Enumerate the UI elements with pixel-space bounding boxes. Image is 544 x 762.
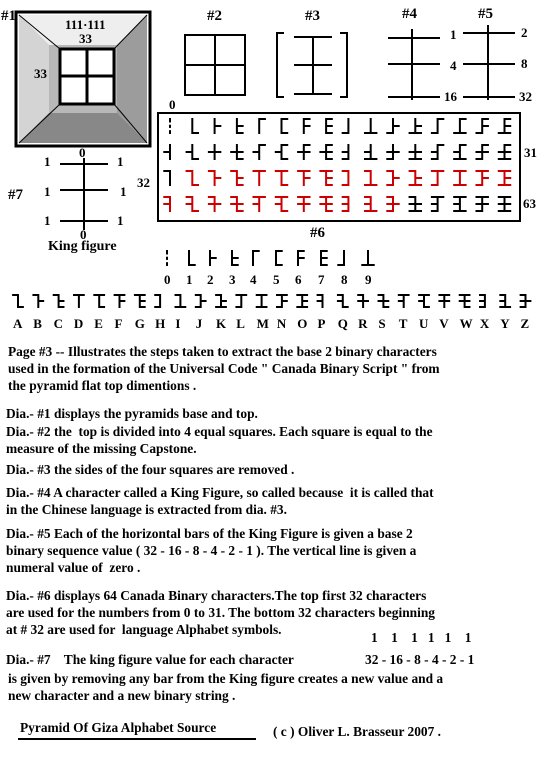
king-figure-label: King figure <box>48 239 117 254</box>
binary-glyph <box>357 294 369 308</box>
grid-index-0: 0 <box>169 97 176 112</box>
alphabet-letter: V <box>439 316 449 331</box>
binary-glyph <box>252 196 265 212</box>
binary-glyph <box>453 170 466 186</box>
binary-glyph <box>297 196 310 212</box>
grid-row-63: 63 <box>523 196 536 211</box>
dia6-paragraph: Dia.- #6 displays 64 Canada Binary characters.The top first 32 characters are used for the numbers from 0 to 31. The bottom 32 characters beginning at # 32 are used for language Alphabet symbols. <box>6 588 435 637</box>
binary-glyph <box>186 144 199 160</box>
digit-label: 7 <box>318 272 325 287</box>
binary-glyph <box>386 170 399 186</box>
alphabet-letter: F <box>114 316 123 331</box>
d4-value-4: 4 <box>450 58 457 73</box>
binary-glyph <box>230 144 243 160</box>
d7-left-3: 1 <box>44 213 51 228</box>
binary-glyph <box>32 294 44 308</box>
binary-glyph <box>154 294 160 308</box>
binary-glyph <box>297 170 310 186</box>
binary-glyph <box>134 294 146 308</box>
d4-value-1: 1 <box>450 27 457 42</box>
alphabet-letter: H <box>155 316 166 331</box>
d4-value-16: 16 <box>444 89 457 104</box>
binary-glyph <box>475 118 488 134</box>
binary-glyph <box>342 196 349 212</box>
binary-glyph <box>230 196 243 212</box>
pyramid-top-measure: 33 <box>79 31 92 46</box>
binary-glyph <box>73 294 85 308</box>
binary-glyph <box>431 196 444 212</box>
binary-glyph <box>192 118 199 134</box>
binary-glyph <box>520 294 532 308</box>
d7-right-1: 1 <box>117 154 124 169</box>
binary-glyph <box>12 294 24 308</box>
binary-glyph <box>275 196 288 212</box>
binary-glyph <box>93 294 105 308</box>
binary-glyph <box>275 170 288 186</box>
binary-glyph <box>304 118 311 134</box>
alphabet-letter: M <box>256 316 269 331</box>
alphabet-letter: T <box>398 316 408 331</box>
alphabet-letter: L <box>236 316 245 331</box>
digit-label: 3 <box>229 272 236 287</box>
dia4-paragraph: Dia.- #4 A character called a King Figure, so called because it is called that in the Chinese language is extracted from dia. #3. <box>6 485 434 517</box>
dia5-paragraph: Dia.- #5 Each of the horizontal bars of the King Figure is given a base 2 binary sequence value ( 32 - 16 - 8 - 4 - 2 - 1 ). The vertical line is given a numeral value of zero . <box>6 526 417 575</box>
binary-glyph <box>409 144 422 160</box>
binary-glyph <box>253 250 260 266</box>
alphabet-letter: X <box>479 316 490 331</box>
binary-glyph <box>252 170 265 186</box>
alphabet-letter: W <box>459 316 473 331</box>
binary-glyph <box>186 170 199 186</box>
diagram-1-label: #1 <box>1 8 16 24</box>
diagram-7-label: #7 <box>8 187 23 203</box>
alphabet-letter: Z <box>520 316 530 331</box>
binary-grid <box>163 118 511 212</box>
alphabet-letter: J <box>195 316 203 331</box>
binary-glyph <box>210 250 217 266</box>
binary-glyph <box>256 294 268 308</box>
binary-glyph <box>276 250 283 266</box>
binary-glyph <box>475 144 488 160</box>
diagram-3-label: #3 <box>305 8 320 24</box>
dia7-paragraph: Dia.- #7 The king figure value for each character <box>6 652 294 667</box>
binary-glyph <box>342 118 349 134</box>
dia1-paragraph: Dia.- #1 displays the pyramids base and top. <box>6 406 258 421</box>
binary-glyph <box>364 144 377 160</box>
binary-glyph <box>317 294 323 308</box>
grid-row-32: 32 <box>137 175 150 190</box>
digit-label: 9 <box>365 272 372 287</box>
binary-glyph <box>175 294 187 308</box>
four-squares-diagram <box>185 35 245 95</box>
binary-glyph <box>498 196 511 212</box>
binary-glyph <box>431 144 444 160</box>
binary-glyph <box>386 196 399 212</box>
pyramid-side-measure: 33 <box>34 66 47 81</box>
alphabet-letter: S <box>378 316 386 331</box>
binary-glyph <box>237 118 244 134</box>
binary-glyph <box>409 170 422 186</box>
alphabet-letter: Y <box>500 316 510 331</box>
digit-label: 8 <box>341 272 348 287</box>
footer-copyright: ( c ) Oliver L. Brasseur 2007 . <box>273 724 441 739</box>
binary-glyph <box>479 294 485 308</box>
binary-glyph <box>364 118 377 134</box>
sides-removed-diagram <box>277 33 347 97</box>
binary-glyph <box>296 294 308 308</box>
alphabet-letter: I <box>175 316 181 331</box>
diagram-2-label: #2 <box>207 8 222 24</box>
binary-glyph <box>498 170 511 186</box>
binary-glyph <box>252 144 265 160</box>
d7-right-2: 1 <box>120 184 127 199</box>
dia2-paragraph: Dia.- #2 the top is divided into 4 equal squares. Each square is equal to the measure of the missing Capstone. <box>6 424 433 456</box>
dia7-continued-paragraph: is given by removing any bar from the King figure creates a new value and a new character and a new binary string . <box>8 671 444 703</box>
binary-glyph <box>438 294 450 308</box>
ones-row: 1 1 1 1 1 1 <box>371 630 472 645</box>
binary-glyph <box>453 144 466 160</box>
digit-label: 1 <box>186 272 193 287</box>
digit-label: 4 <box>250 272 257 287</box>
alphabet-letter: C <box>53 316 63 331</box>
binary-glyph <box>259 118 266 134</box>
footer-underline <box>18 738 256 740</box>
binary-glyph <box>386 118 399 134</box>
binary-glyph <box>453 118 466 134</box>
alphabet-letter: Q <box>337 316 348 331</box>
binary-glyph <box>114 294 126 308</box>
binary-glyph <box>342 144 349 160</box>
diagram-4-label: #4 <box>402 6 417 22</box>
footer-source: Pyramid Of Giza Alphabet Source <box>20 720 217 735</box>
binary-glyph <box>189 250 196 266</box>
alphabet-letter: U <box>419 316 429 331</box>
diagram-6-label: #6 <box>310 225 325 241</box>
digit-glyph-row <box>167 250 375 266</box>
diagram-5-label: #5 <box>478 6 493 22</box>
digit-label: 5 <box>273 272 280 287</box>
binary-glyph <box>342 170 349 186</box>
digit-label: 0 <box>164 272 171 287</box>
binary-glyph <box>319 170 332 186</box>
binary-glyph <box>282 118 289 134</box>
binary-glyph <box>337 294 349 308</box>
alphabet-letter: K <box>216 316 227 331</box>
binary-glyph <box>409 118 422 134</box>
binary-glyph <box>498 144 511 160</box>
binary-glyph <box>195 294 207 308</box>
d7-bottom-zero: 0 <box>80 227 87 242</box>
d7-left-2: 1 <box>44 184 51 199</box>
binary-glyph <box>364 170 377 186</box>
binary-glyph <box>230 170 243 186</box>
d7-left-1: 1 <box>44 154 51 169</box>
value-sequence: 32 - 16 - 8 - 4 - 2 - 1 <box>365 652 475 667</box>
binary-glyph <box>53 294 65 308</box>
binary-glyph <box>208 170 221 186</box>
binary-glyph <box>319 196 332 212</box>
d5-value-2: 2 <box>521 25 528 40</box>
binary-glyph <box>208 144 221 160</box>
king-figure-values-diagram <box>60 158 108 230</box>
binary-glyph <box>297 144 310 160</box>
king-figure-diagram <box>388 29 440 100</box>
alphabet-letter: R <box>358 316 368 331</box>
binary-glyph <box>298 250 305 266</box>
binary-glyph <box>321 250 328 266</box>
alphabet-letter: D <box>73 316 84 331</box>
binary-glyph <box>453 196 466 212</box>
binary-glyph <box>276 294 288 308</box>
d7-right-3: 1 <box>117 213 124 228</box>
binary-glyph <box>163 196 170 212</box>
binary-glyph <box>186 196 199 212</box>
binary-glyph <box>386 144 399 160</box>
binary-glyph <box>215 294 227 308</box>
dia3-paragraph: Dia.- #3 the sides of the four squares are removed . <box>6 462 295 477</box>
intro-paragraph: Page #3 -- Illustrates the steps taken to extract the base 2 binary characters used in the formation of the Universal Code " Canada Binary Script " from the pyramid flat top dimentions . <box>8 344 440 393</box>
binary-values-diagram <box>463 25 515 100</box>
alphabet-letter: B <box>33 316 42 331</box>
binary-glyph <box>475 170 488 186</box>
binary-glyph <box>232 250 239 266</box>
grid-row-31: 31 <box>524 145 537 160</box>
binary-glyph <box>163 170 170 186</box>
binary-glyph <box>361 250 374 266</box>
binary-glyph <box>235 294 247 308</box>
pyramid-top-label: 111·111 <box>65 17 106 32</box>
binary-glyph <box>498 118 511 134</box>
digit-label: 6 <box>295 272 302 287</box>
binary-glyph <box>319 144 332 160</box>
alphabet-glyph-row <box>12 294 531 308</box>
binary-glyph <box>398 294 410 308</box>
binary-glyph <box>337 250 344 266</box>
binary-glyph <box>475 196 488 212</box>
alphabet-letter: N <box>276 316 287 331</box>
binary-glyph <box>163 144 170 160</box>
binary-glyph <box>431 170 444 186</box>
d5-value-32: 32 <box>519 89 532 104</box>
d5-value-8: 8 <box>521 56 528 71</box>
alphabet-letter: O <box>297 316 308 331</box>
binary-glyph <box>326 118 333 134</box>
binary-glyph <box>275 144 288 160</box>
alphabet-letter: P <box>317 316 326 331</box>
binary-glyph <box>459 294 471 308</box>
binary-glyph <box>409 196 422 212</box>
alphabet-letter: E <box>94 316 103 331</box>
binary-glyph <box>499 294 511 308</box>
binary-glyph <box>215 118 222 134</box>
alphabet-letter: A <box>13 316 23 331</box>
binary-glyph <box>418 294 430 308</box>
binary-glyph <box>378 294 390 308</box>
alphabet-letter: G <box>134 316 145 331</box>
binary-glyph <box>364 196 377 212</box>
binary-glyph <box>208 196 221 212</box>
digit-label: 2 <box>207 272 214 287</box>
d7-top-zero: 0 <box>79 145 86 160</box>
binary-glyph <box>431 118 444 134</box>
